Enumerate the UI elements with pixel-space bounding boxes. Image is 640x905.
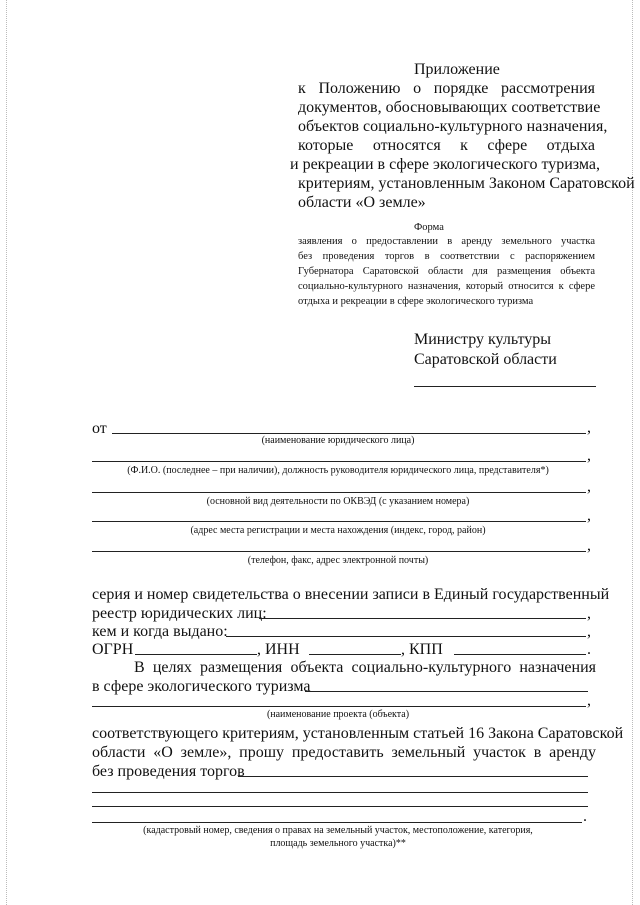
appendix-line: к Положению о порядке рассмотрения <box>298 80 595 97</box>
ogrn-field[interactable] <box>135 654 257 655</box>
field-caption: (адрес места регистрации и места нахождения (индекс, город, район) <box>190 525 486 536</box>
comma: , <box>587 478 591 495</box>
form-line: социально-культурного назначения, который относится к сфере <box>298 281 595 292</box>
kpp-label: , КПП <box>401 641 443 658</box>
appendix-title: Приложение <box>414 61 500 78</box>
comma: , <box>587 692 591 709</box>
registry-label: реестр юридических лиц: <box>92 605 267 622</box>
period: . <box>583 808 587 825</box>
addressee-name-field[interactable] <box>414 386 596 387</box>
appendix-line: которые относятся к сфере отдыха <box>298 137 595 154</box>
land-plot-field-4[interactable] <box>92 822 582 823</box>
form-line: отдыха и рекреации в сфере экологического туризма <box>298 296 534 307</box>
appendix-line: и рекреации в сфере экологического туризма, <box>290 156 600 173</box>
from-label: от <box>92 420 107 437</box>
comma: , <box>587 537 591 554</box>
project-name-field[interactable] <box>92 706 586 707</box>
land-plot-field-2[interactable] <box>92 792 588 793</box>
inn-label: , ИНН <box>257 641 300 658</box>
comma: , <box>587 419 591 436</box>
field-caption: площадь земельного участка)** <box>270 838 406 849</box>
comma: , <box>587 507 591 524</box>
purpose-line-3: соответствующего критериям, установленным статьей 16 Закона Саратовской <box>92 725 624 742</box>
purpose-line-2: в сфере экологического туризма <box>92 678 311 695</box>
appendix-line: объектов социально-культурного назначения, <box>298 118 608 135</box>
issued-by-label: кем и когда выдано: <box>92 623 228 640</box>
issued-by-field[interactable] <box>226 636 586 637</box>
scan-edge-left <box>6 0 7 905</box>
comma: , <box>587 605 591 622</box>
registry-line-1: серия и номер свидетельства о внесении записи в Единый государственный <box>92 586 610 603</box>
comma: , <box>587 623 591 640</box>
field-caption: (наименование проекта (объекта) <box>266 709 410 720</box>
registry-number-field[interactable] <box>259 618 586 619</box>
purpose-line-1: В целях размещения объекта социально-культурного назначения <box>134 659 596 676</box>
head-name-position-field[interactable] <box>92 461 586 462</box>
form-line: Губернатора Саратовской области для размещения объекта <box>298 266 595 277</box>
field-caption: (кадастровый номер, сведения о правах на земельный участок, местоположение, категория, <box>143 825 533 836</box>
purpose-line-5: без проведения торгов <box>92 763 245 780</box>
land-plot-field[interactable] <box>238 776 588 777</box>
period: . <box>587 641 591 658</box>
ogrn-label: ОГРН <box>92 641 134 658</box>
addressee-line-2: Саратовской области <box>414 351 557 368</box>
kpp-field[interactable] <box>454 654 586 655</box>
land-plot-field-3[interactable] <box>92 806 588 807</box>
field-caption: (телефон, факс, адрес электронной почты) <box>247 555 429 566</box>
okved-field[interactable] <box>92 492 586 493</box>
inn-field[interactable] <box>309 654 401 655</box>
purpose-line-4: области «О земле», прошу предоставить земельный участок в аренду <box>92 744 596 761</box>
form-title: Форма <box>414 222 444 233</box>
form-line: без проведения торгов в соответствии с распоряжением <box>298 251 595 262</box>
addressee-line-1: Министру культуры <box>414 331 552 348</box>
comma: , <box>587 447 591 464</box>
form-line: заявления о предоставлении в аренду земельного участка <box>298 236 595 247</box>
scan-edge-right <box>632 0 633 905</box>
field-caption: (Ф.И.О. (последнее – при наличии), должность руководителя юридического лица, представителя*) <box>127 465 549 476</box>
field-caption: (основной вид деятельности по ОКВЭД (с указанием номера) <box>206 496 470 507</box>
contacts-field[interactable] <box>92 551 586 552</box>
legal-entity-name-field[interactable] <box>112 433 586 434</box>
field-caption: (наименование юридического лица) <box>261 435 415 446</box>
appendix-line: области «О земле» <box>298 194 426 211</box>
address-field[interactable] <box>92 521 586 522</box>
appendix-line: документов, обосновывающих соответствие <box>298 99 601 116</box>
appendix-line: критериям, установленным Законом Саратовской <box>298 175 635 192</box>
purpose-field[interactable] <box>305 691 588 692</box>
